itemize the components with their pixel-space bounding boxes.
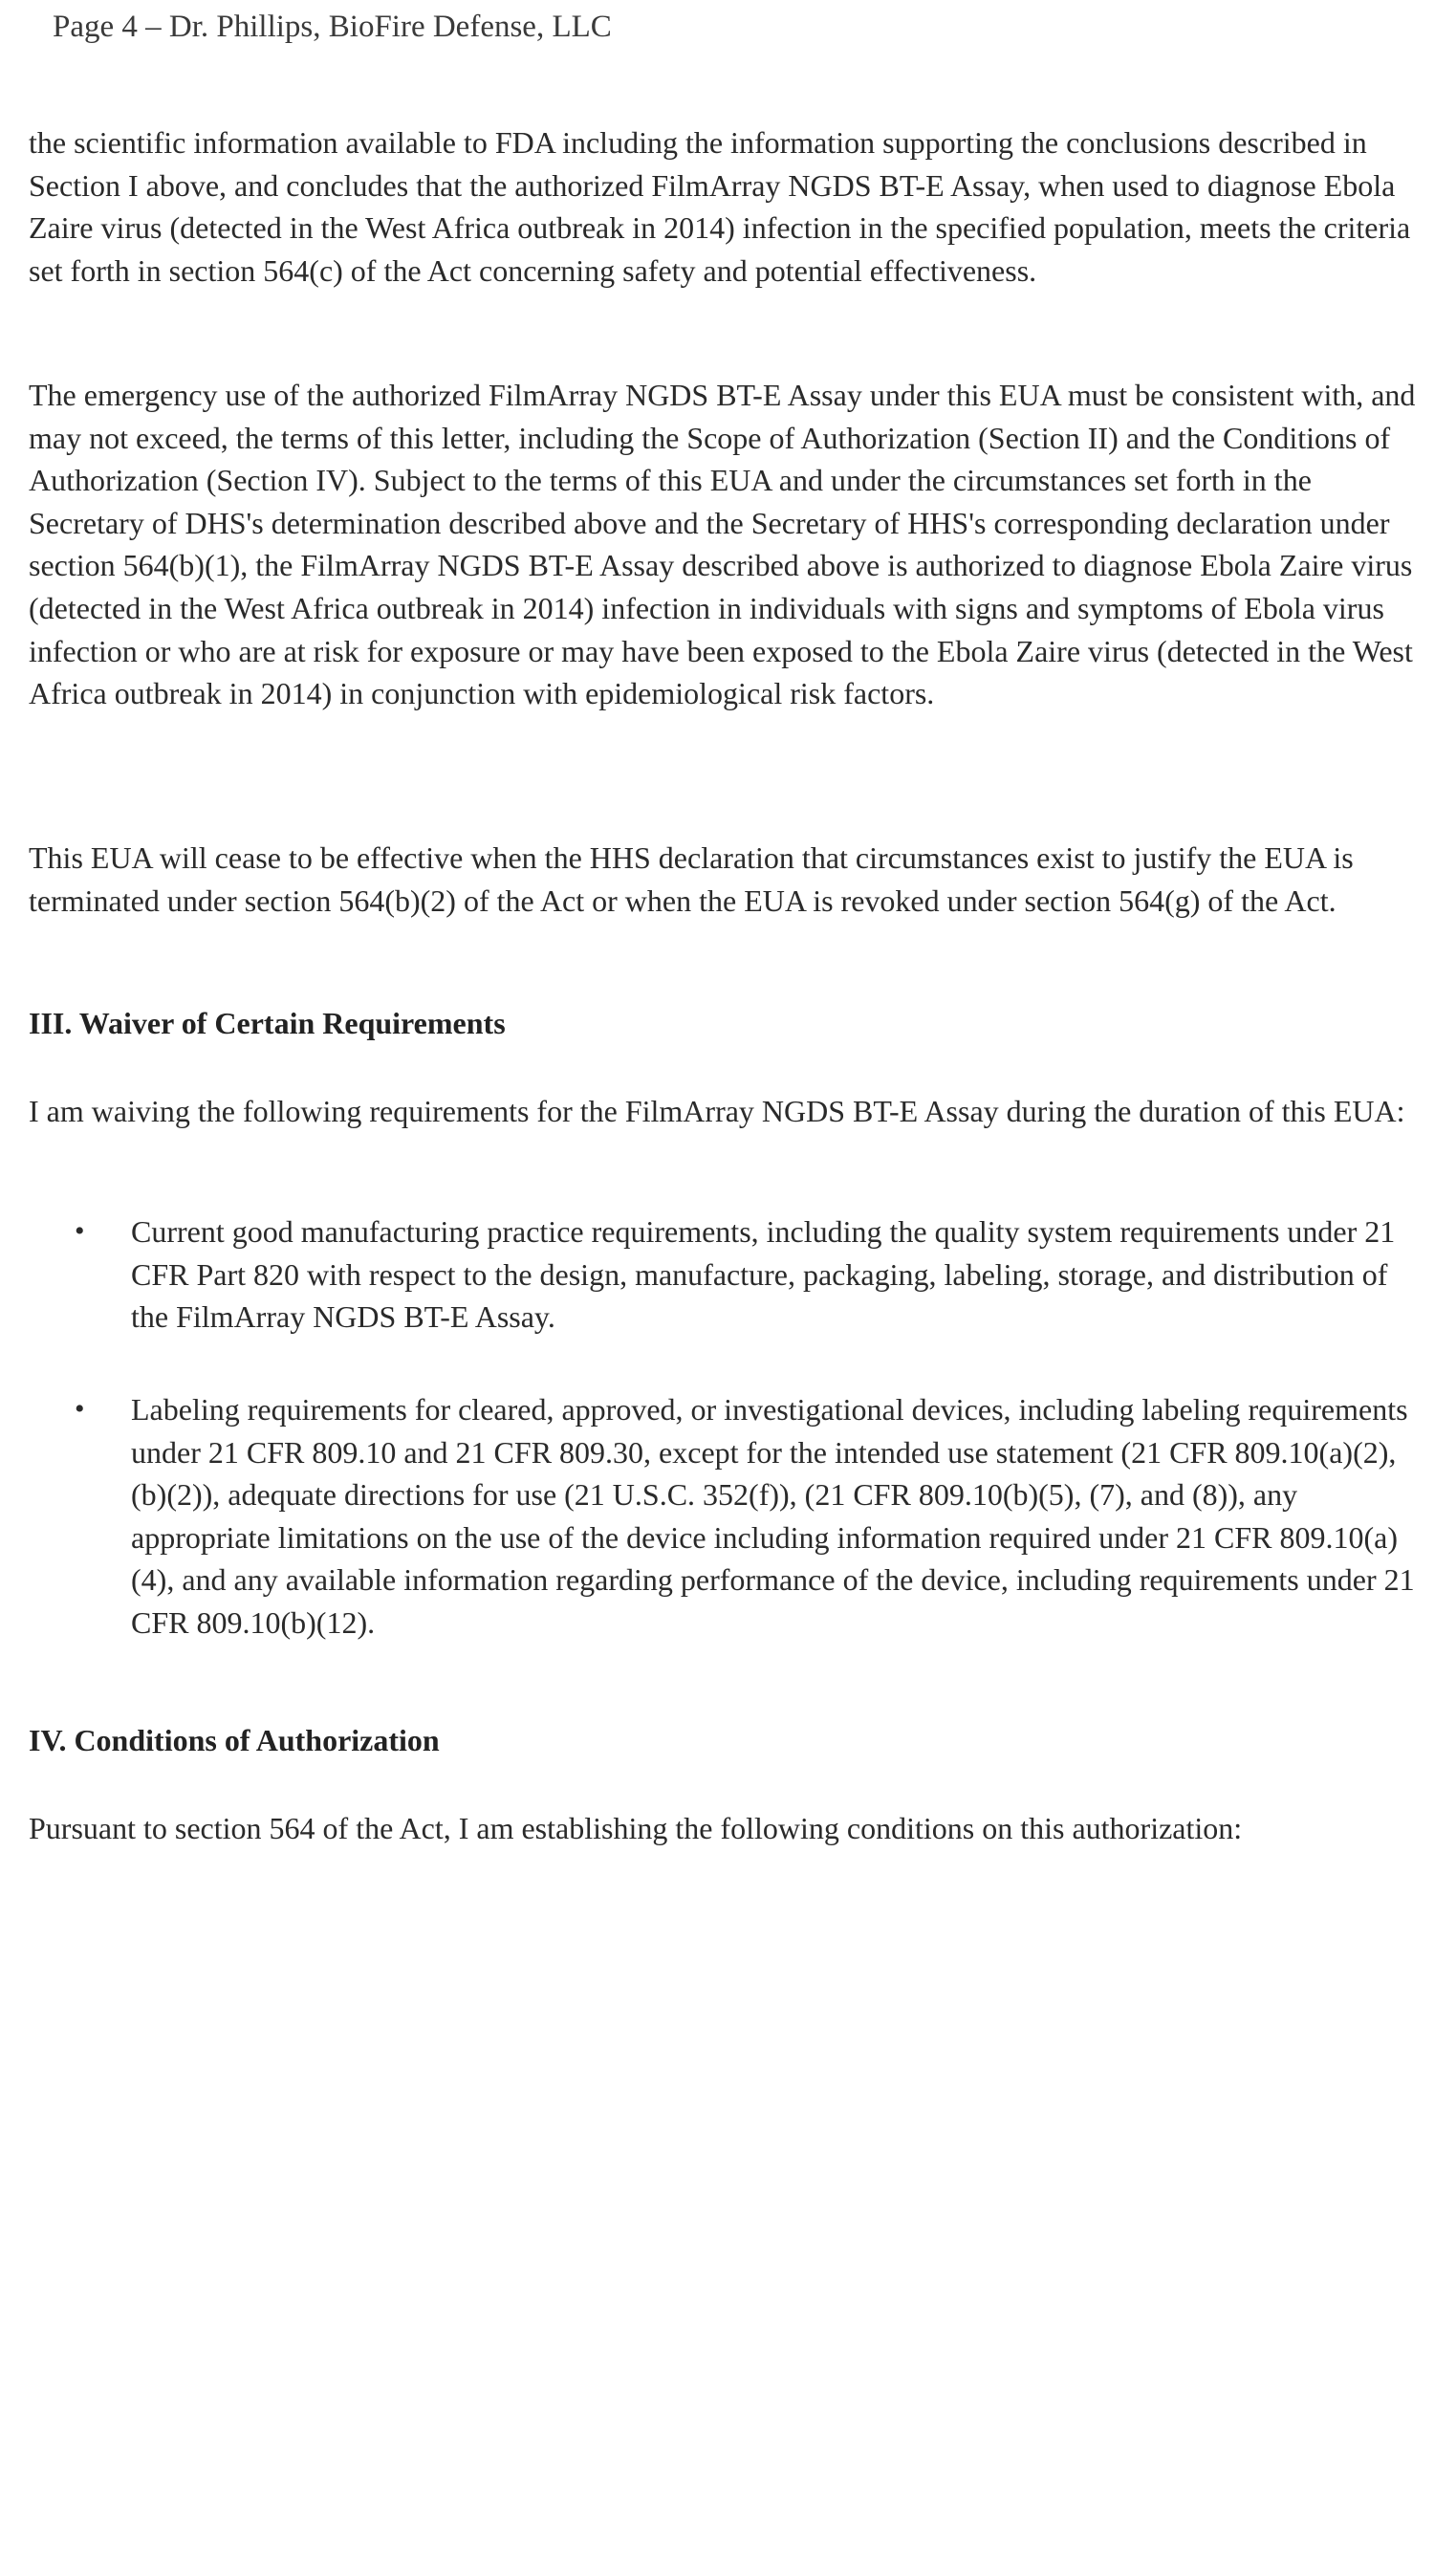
paragraph-conditions-intro: Pursuant to section 564 of the Act, I am establishing the following conditions on this authorization: (29, 1811, 1243, 1845)
paragraph-waiver-intro: I am waiving the following requirements for the FilmArray NGDS BT-E Assay during the duration of this EUA: (29, 1094, 1405, 1128)
page-running-head: Page 4 – Dr. Phillips, BioFire Defense, LLC (53, 10, 612, 44)
bullet-icon: • (75, 1393, 85, 1425)
bullet-text-cgmp: Current good manufacturing practice requirements, including the quality system requirements under 21 CFR Part 820 with respect to the design, manufacture, packaging, labeling, storage, and distribution of the FilmArray NGDS BT-E Assay. (131, 1214, 1396, 1335)
paragraph-scientific-information: the scientific information available to FDA including the information supporting the conclusions described in Section I above, and concludes that the authorized FilmArray NGDS BT-E Assay, when used to diagnose Ebola Zaire virus (detected in the West Africa outbreak in 2014) infection in the specified population, meets the criteria set forth in section 564(c) of the Act concerning safety and potential effectiveness. (29, 125, 1411, 288)
bullet-text-labeling: Labeling requirements for cleared, approved, or investigational devices, including labeling requirements under 21 CFR 809.10 and 21 CFR 809.30, except for the intended use statement (21 CFR 809.10(a)(2), (b)(2)), adequate directions for use (21 U.S.C. 352(f)), (21 CFR 809.10(b)(5), (7), and (8)), any appropriate limitations on the use of the device including information required under 21 CFR 809.10(a)(4), and any available information regarding performance of the device, including requirements under 21 CFR 809.10(b)(12). (131, 1392, 1415, 1640)
bullet-icon: • (75, 1215, 85, 1247)
paragraph-emergency-use: The emergency use of the authorized FilmArray NGDS BT-E Assay under this EUA must be consistent with, and may not exceed, the terms of this letter, including the Scope of Authorization (Section II) and the Conditions of Authorization (Section IV). Subject to the terms of this EUA and under the circumstances set forth in the Secretary of DHS's determination described above and the Secretary of HHS's corresponding declaration under section 564(b)(1), the FilmArray NGDS BT-E Assay described above is authorized to diagnose Ebola Zaire virus (detected in the West Africa outbreak in 2014) infection in individuals with signs and symptoms of Ebola virus infection or who are at risk for exposure or may have been exposed to the Ebola Zaire virus (detected in the West Africa outbreak in 2014) in conjunction with epidemiological risk factors. (29, 378, 1416, 711)
paragraph-eua-termination: This EUA will cease to be effective when the HHS declaration that circumstances exist to justify the EUA is terminated under section 564(b)(2) of the Act or when the EUA is revoked under section 564(g) of the Act. (29, 840, 1354, 918)
section-heading-conditions: IV. Conditions of Authorization (29, 1723, 440, 1757)
section-heading-waiver: III. Waiver of Certain Requirements (29, 1006, 506, 1040)
